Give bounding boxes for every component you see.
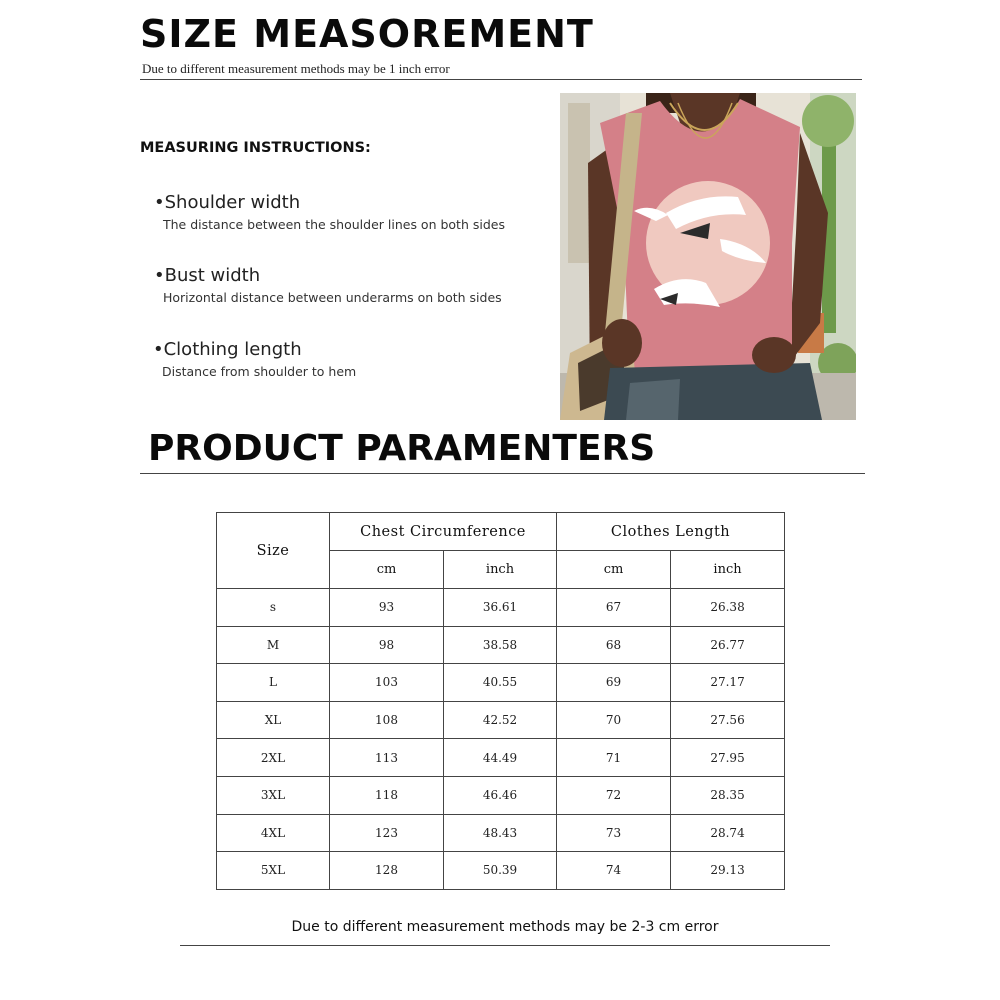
length-inch-cell: 27.95: [671, 739, 785, 777]
top-divider: [140, 79, 862, 80]
chest-inch-cell: 44.49: [444, 739, 557, 777]
chest-inch-cell: 40.55: [444, 664, 557, 702]
chest-cm-cell: 108: [330, 701, 444, 739]
size-cell: s: [217, 589, 330, 627]
error-note-inch: Due to different measurement methods may be 1 inch error: [142, 61, 450, 76]
chest-inch-cell: 38.58: [444, 626, 557, 664]
length-cm-cell: 67: [557, 589, 671, 627]
chest-cm-cell: 103: [330, 664, 444, 702]
chest-circumference-header: Chest Circumference: [330, 513, 557, 551]
size-cell: XL: [217, 701, 330, 739]
shoulder-width-desc: The distance between the shoulder lines on both sides: [163, 217, 505, 232]
bust-width-desc: Horizontal distance between underarms on both sides: [163, 290, 502, 305]
chest-cm-cell: 118: [330, 776, 444, 814]
middle-divider: [140, 473, 865, 474]
table-row: [217, 664, 785, 702]
table-row: [217, 626, 785, 664]
length-cm-cell: 70: [557, 701, 671, 739]
chest-cm-cell: 113: [330, 739, 444, 777]
chest-cm-cell: 93: [330, 589, 444, 627]
page-title: SIZE MEASOREMENT: [140, 12, 594, 56]
table-row: [217, 701, 785, 739]
clothing-length-title: •Clothing length: [153, 339, 302, 360]
chest-inch-cell: 48.43: [444, 814, 557, 852]
size-chart-table: [216, 512, 785, 890]
bottom-divider: [180, 945, 830, 946]
product-parameters-title: PRODUCT PARAMENTERS: [148, 428, 656, 469]
chest-inch-cell: 36.61: [444, 589, 557, 627]
length-cm-cell: 74: [557, 852, 671, 890]
unit-header: cm: [557, 551, 671, 589]
length-inch-cell: 26.38: [671, 589, 785, 627]
size-cell: M: [217, 626, 330, 664]
length-inch-cell: 26.77: [671, 626, 785, 664]
length-cm-cell: 71: [557, 739, 671, 777]
bust-width-title: •Bust width: [154, 265, 261, 286]
length-inch-cell: 27.17: [671, 664, 785, 702]
size-column-header: Size: [217, 513, 330, 589]
clothing-length-desc: Distance from shoulder to hem: [162, 364, 357, 379]
size-cell: L: [217, 664, 330, 702]
measuring-instructions-heading: MEASURING INSTRUCTIONS:: [140, 140, 371, 156]
unit-header: cm: [330, 551, 444, 589]
shoulder-width-title: •Shoulder width: [154, 192, 301, 213]
length-cm-cell: 68: [557, 626, 671, 664]
chest-inch-cell: 42.52: [444, 701, 557, 739]
error-note-cm: Due to different measurement methods may be 2-3 cm error: [291, 919, 719, 935]
chest-inch-cell: 46.46: [444, 776, 557, 814]
chest-cm-cell: 128: [330, 852, 444, 890]
length-inch-cell: 28.35: [671, 776, 785, 814]
size-cell: 3XL: [217, 776, 330, 814]
length-inch-cell: 29.13: [671, 852, 785, 890]
size-cell: 4XL: [217, 814, 330, 852]
unit-header: inch: [671, 551, 785, 589]
chest-cm-cell: 98: [330, 626, 444, 664]
length-cm-cell: 72: [557, 776, 671, 814]
length-inch-cell: 27.56: [671, 701, 785, 739]
size-cell: 5XL: [217, 852, 330, 890]
chest-inch-cell: 50.39: [444, 852, 557, 890]
table-row: [217, 852, 785, 890]
length-inch-cell: 28.74: [671, 814, 785, 852]
length-cm-cell: 73: [557, 814, 671, 852]
length-cm-cell: 69: [557, 664, 671, 702]
unit-header: inch: [444, 551, 557, 589]
chest-cm-cell: 123: [330, 814, 444, 852]
table-header-row: [217, 513, 785, 551]
size-cell: 2XL: [217, 739, 330, 777]
table-row: [217, 739, 785, 777]
product-photo: [560, 93, 856, 420]
table-row: [217, 776, 785, 814]
clothes-length-header: Clothes Length: [557, 513, 785, 551]
table-row: [217, 814, 785, 852]
table-row: [217, 589, 785, 627]
